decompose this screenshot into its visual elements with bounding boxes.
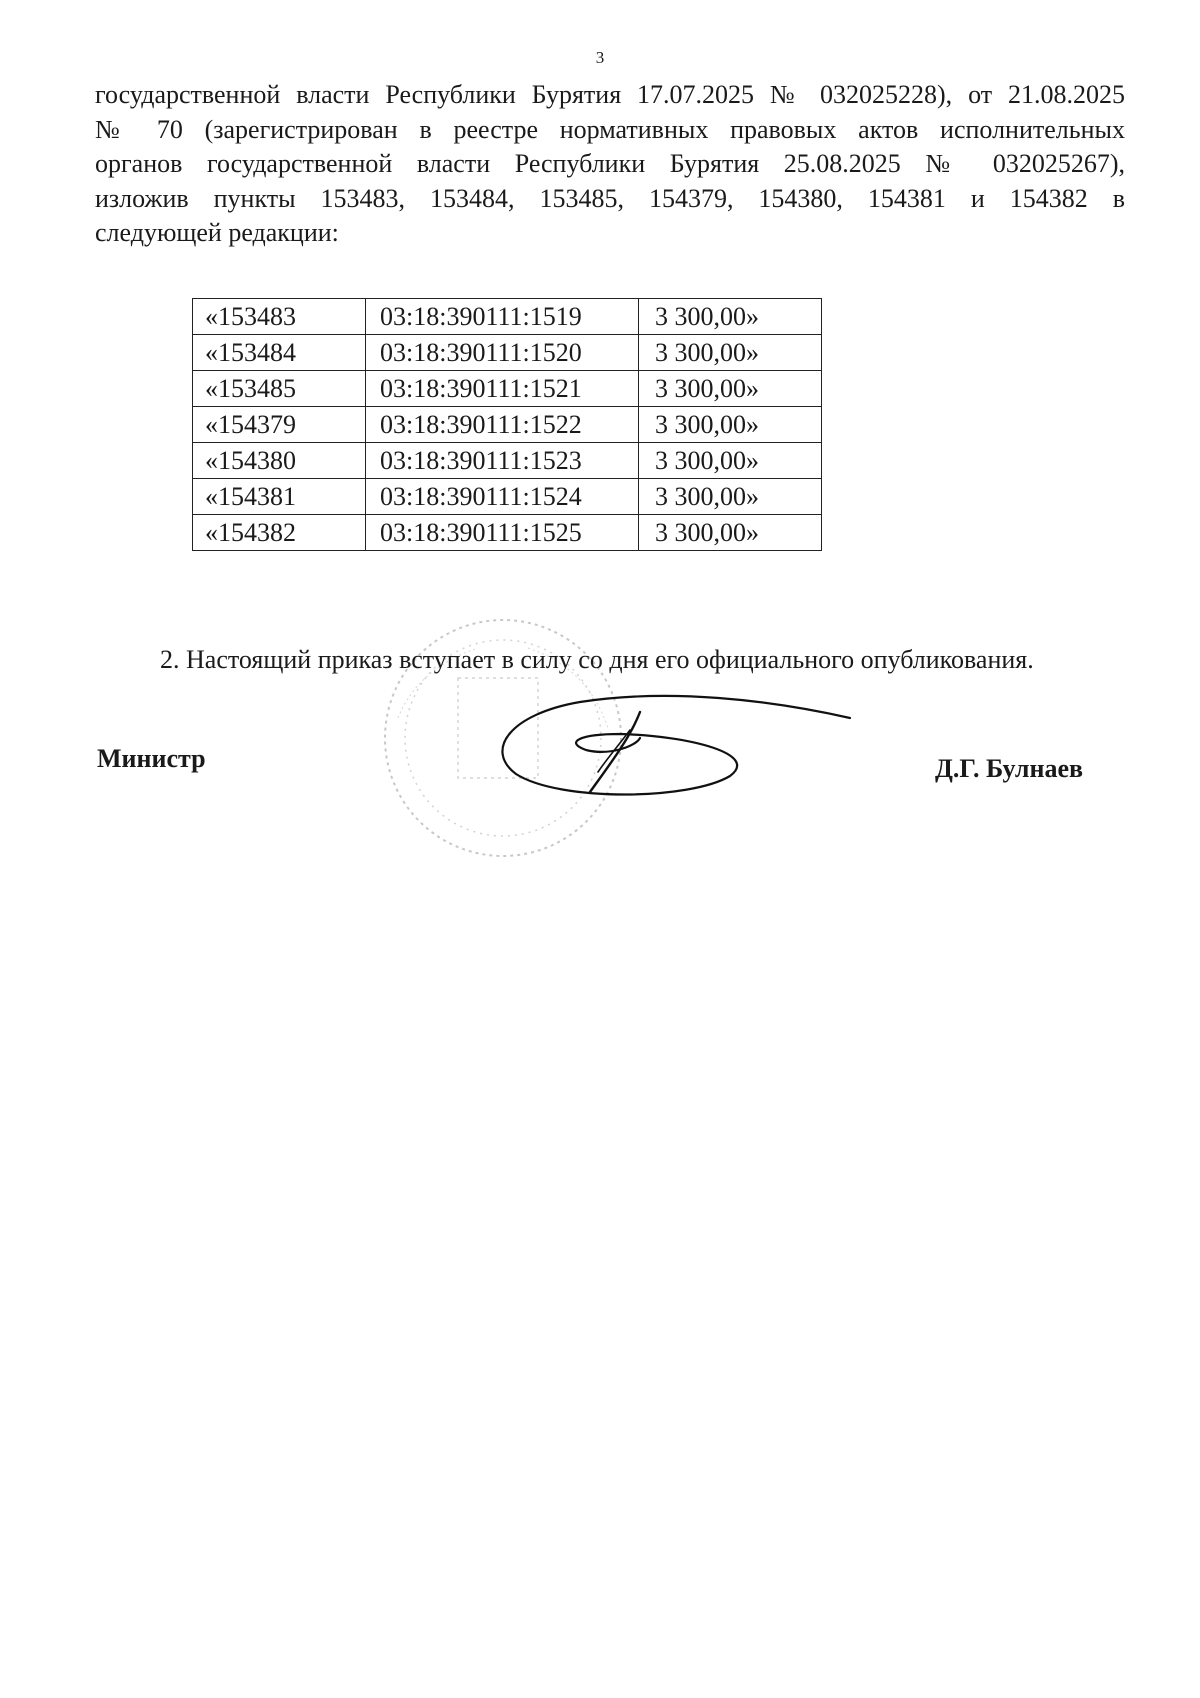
signatory-role: Министр bbox=[97, 744, 206, 773]
table-row bbox=[193, 299, 822, 335]
amount-cell: 3 300,00» bbox=[639, 407, 822, 443]
intro-paragraph bbox=[95, 78, 1125, 251]
amount-cell: 3 300,00» bbox=[639, 371, 822, 407]
item-number-cell: «154380 bbox=[193, 443, 366, 479]
handwritten-signature bbox=[490, 690, 860, 810]
amount-cell: 3 300,00» bbox=[639, 299, 822, 335]
signatory-name: Д.Г. Булнаев bbox=[935, 754, 1084, 783]
cadastral-number-cell: 03:18:390111:1525 bbox=[366, 515, 639, 551]
intro-line: изложив пункты 153483, 153484, 153485, 154379, 154380, 154381 и 154382 в bbox=[95, 183, 1125, 213]
item-number-cell: «153485 bbox=[193, 371, 366, 407]
effective-clause: 2. Настоящий приказ вступает в силу со дня его официального опубликования. bbox=[160, 645, 1034, 674]
cadastral-number-cell: 03:18:390111:1522 bbox=[366, 407, 639, 443]
table-row bbox=[193, 335, 822, 371]
cadastral-number-cell: 03:18:390111:1523 bbox=[366, 443, 639, 479]
item-number-cell: «154381 bbox=[193, 479, 366, 515]
cadastral-number-cell: 03:18:390111:1519 bbox=[366, 299, 639, 335]
table-row bbox=[193, 479, 822, 515]
table-row bbox=[193, 407, 822, 443]
cadastral-number-cell: 03:18:390111:1524 bbox=[366, 479, 639, 515]
cadastral-number-cell: 03:18:390111:1521 bbox=[366, 371, 639, 407]
cadastral-number-cell: 03:18:390111:1520 bbox=[366, 335, 639, 371]
item-number-cell: «154382 bbox=[193, 515, 366, 551]
amount-cell: 3 300,00» bbox=[639, 515, 822, 551]
cadastral-table bbox=[192, 298, 822, 551]
item-number-cell: «154379 bbox=[193, 407, 366, 443]
item-number-cell: «153483 bbox=[193, 299, 366, 335]
intro-line: № 70 (зарегистрирован в реестре нормативных правовых актов исполнительных bbox=[95, 114, 1125, 144]
intro-line: следующей редакции: bbox=[95, 218, 339, 247]
intro-line: органов государственной власти Республики Бурятия 25.08.2025 № 032025267), bbox=[95, 149, 1125, 178]
table-row bbox=[193, 515, 822, 551]
amount-cell: 3 300,00» bbox=[639, 479, 822, 515]
page-number: 3 bbox=[595, 48, 605, 67]
amount-cell: 3 300,00» bbox=[639, 335, 822, 371]
amount-cell: 3 300,00» bbox=[639, 443, 822, 479]
intro-line: государственной власти Республики Бурятия 17.07.2025 № 032025228), от 21.08.2025 bbox=[95, 80, 1125, 109]
table-row bbox=[193, 443, 822, 479]
table-row bbox=[193, 371, 822, 407]
item-number-cell: «153484 bbox=[193, 335, 366, 371]
